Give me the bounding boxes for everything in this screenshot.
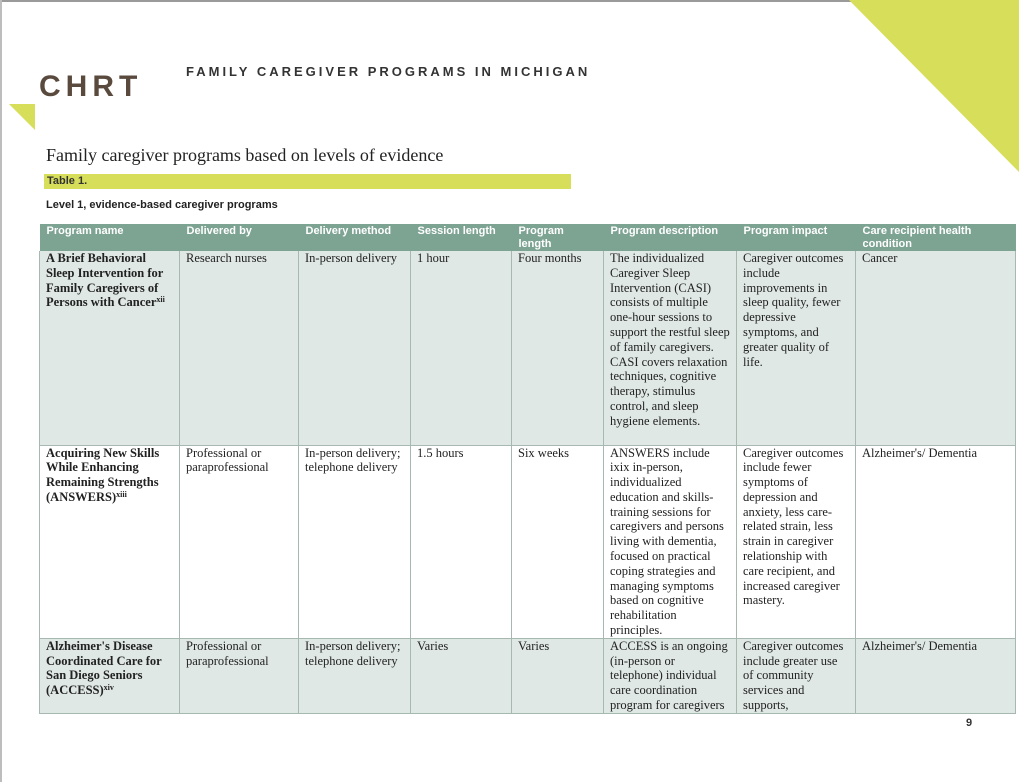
program-name: Acquiring New Skills While Enhancing Remaining Strengths (ANSWERS) [46,445,160,504]
program-name: Alzheimer's Disease Coordinated Care for San Diego Seniors (ACCESS) [46,638,162,698]
column-header: Delivery method [299,224,411,251]
level-title: Level 1, evidence-based caregiver programs [46,199,278,211]
column-header: Session length [411,224,512,251]
session-length-cell: 1.5 hours [411,445,512,638]
delivery-method-cell: In-person delivery; telephone delivery [299,445,411,638]
page-number: 9 [966,717,973,729]
evidence-table [39,224,1016,714]
table-header-row [40,224,1016,251]
program-impact-cell: Caregiver outcomes include improvements in sleep quality, fewer depressive symptoms, and greater quality of life. [737,251,856,445]
delivery-method-cell: In-person delivery [299,251,411,445]
corner-accent-triangle [849,0,1019,172]
program-length-cell: Varies [512,638,604,713]
program-name: A Brief Behavioral Sleep Intervention for Family Caregivers of Persons with Cancer [46,251,164,310]
session-length-cell: 1 hour [411,251,512,445]
footnote-ref: xii [156,295,165,305]
delivered-by-cell: Professional or paraprofessional [180,638,299,713]
program-name-cell [40,445,180,638]
column-header: Program impact [737,224,856,251]
program-length-cell: Four months [512,251,604,445]
footnote-ref: xiv [103,683,114,693]
column-header: Program length [512,224,604,251]
program-impact-cell: Caregiver outcomes include greater use of community services and supports, [737,638,856,713]
footnote-ref: xiii [116,489,127,499]
chrt-logo: CHRT [39,70,143,103]
program-description-cell: ANSWERS include ixix in-person, individualized education and skills-training sessions for caregivers and persons living with dementia, focused on practical coping strategies and managing symptoms based on cognitive rehabilitation principles. [604,445,737,638]
program-name-cell [40,638,180,713]
column-header: Care recipient health condition [856,224,1016,251]
program-length-cell: Six weeks [512,445,604,638]
table-label-bar [44,174,571,189]
column-header: Program description [604,224,737,251]
session-length-cell: Varies [411,638,512,713]
table-row [40,445,1016,638]
health-condition-cell: Alzheimer's/ Dementia [856,445,1016,638]
delivery-method-cell: In-person delivery; telephone delivery [299,638,411,713]
column-header: Program name [40,224,180,251]
health-condition-cell: Cancer [856,251,1016,445]
delivered-by-cell: Professional or paraprofessional [180,445,299,638]
column-header: Delivered by [180,224,299,251]
table-row [40,251,1016,445]
program-description-cell: ACCESS is an ongoing (in-person or telephone) individual care coordination program for caregivers [604,638,737,713]
section-title: Family caregiver programs based on levels of evidence [46,145,444,165]
delivered-by-cell: Research nurses [180,251,299,445]
table-row [40,638,1016,713]
logo-accent-triangle [9,104,35,130]
table-label: Table 1. [47,175,88,187]
document-title: FAMILY CAREGIVER PROGRAMS IN MICHIGAN [186,64,591,79]
page-left-border [0,0,2,782]
program-impact-cell: Caregiver outcomes include fewer symptoms of depression and anxiety, less care-related strain, less strain in caregiver relationship with care recipient, and increased caregiver mastery. [737,445,856,638]
program-description-cell: The individualized Caregiver Sleep Intervention (CASI) consists of multiple one-hour sessions to support the restful sleep of family caregivers. CASI covers relaxation techniques, cognitive therapy, stimulus control, and sleep hygiene elements. [604,251,737,445]
program-name-cell [40,251,180,445]
health-condition-cell: Alzheimer's/ Dementia [856,638,1016,713]
